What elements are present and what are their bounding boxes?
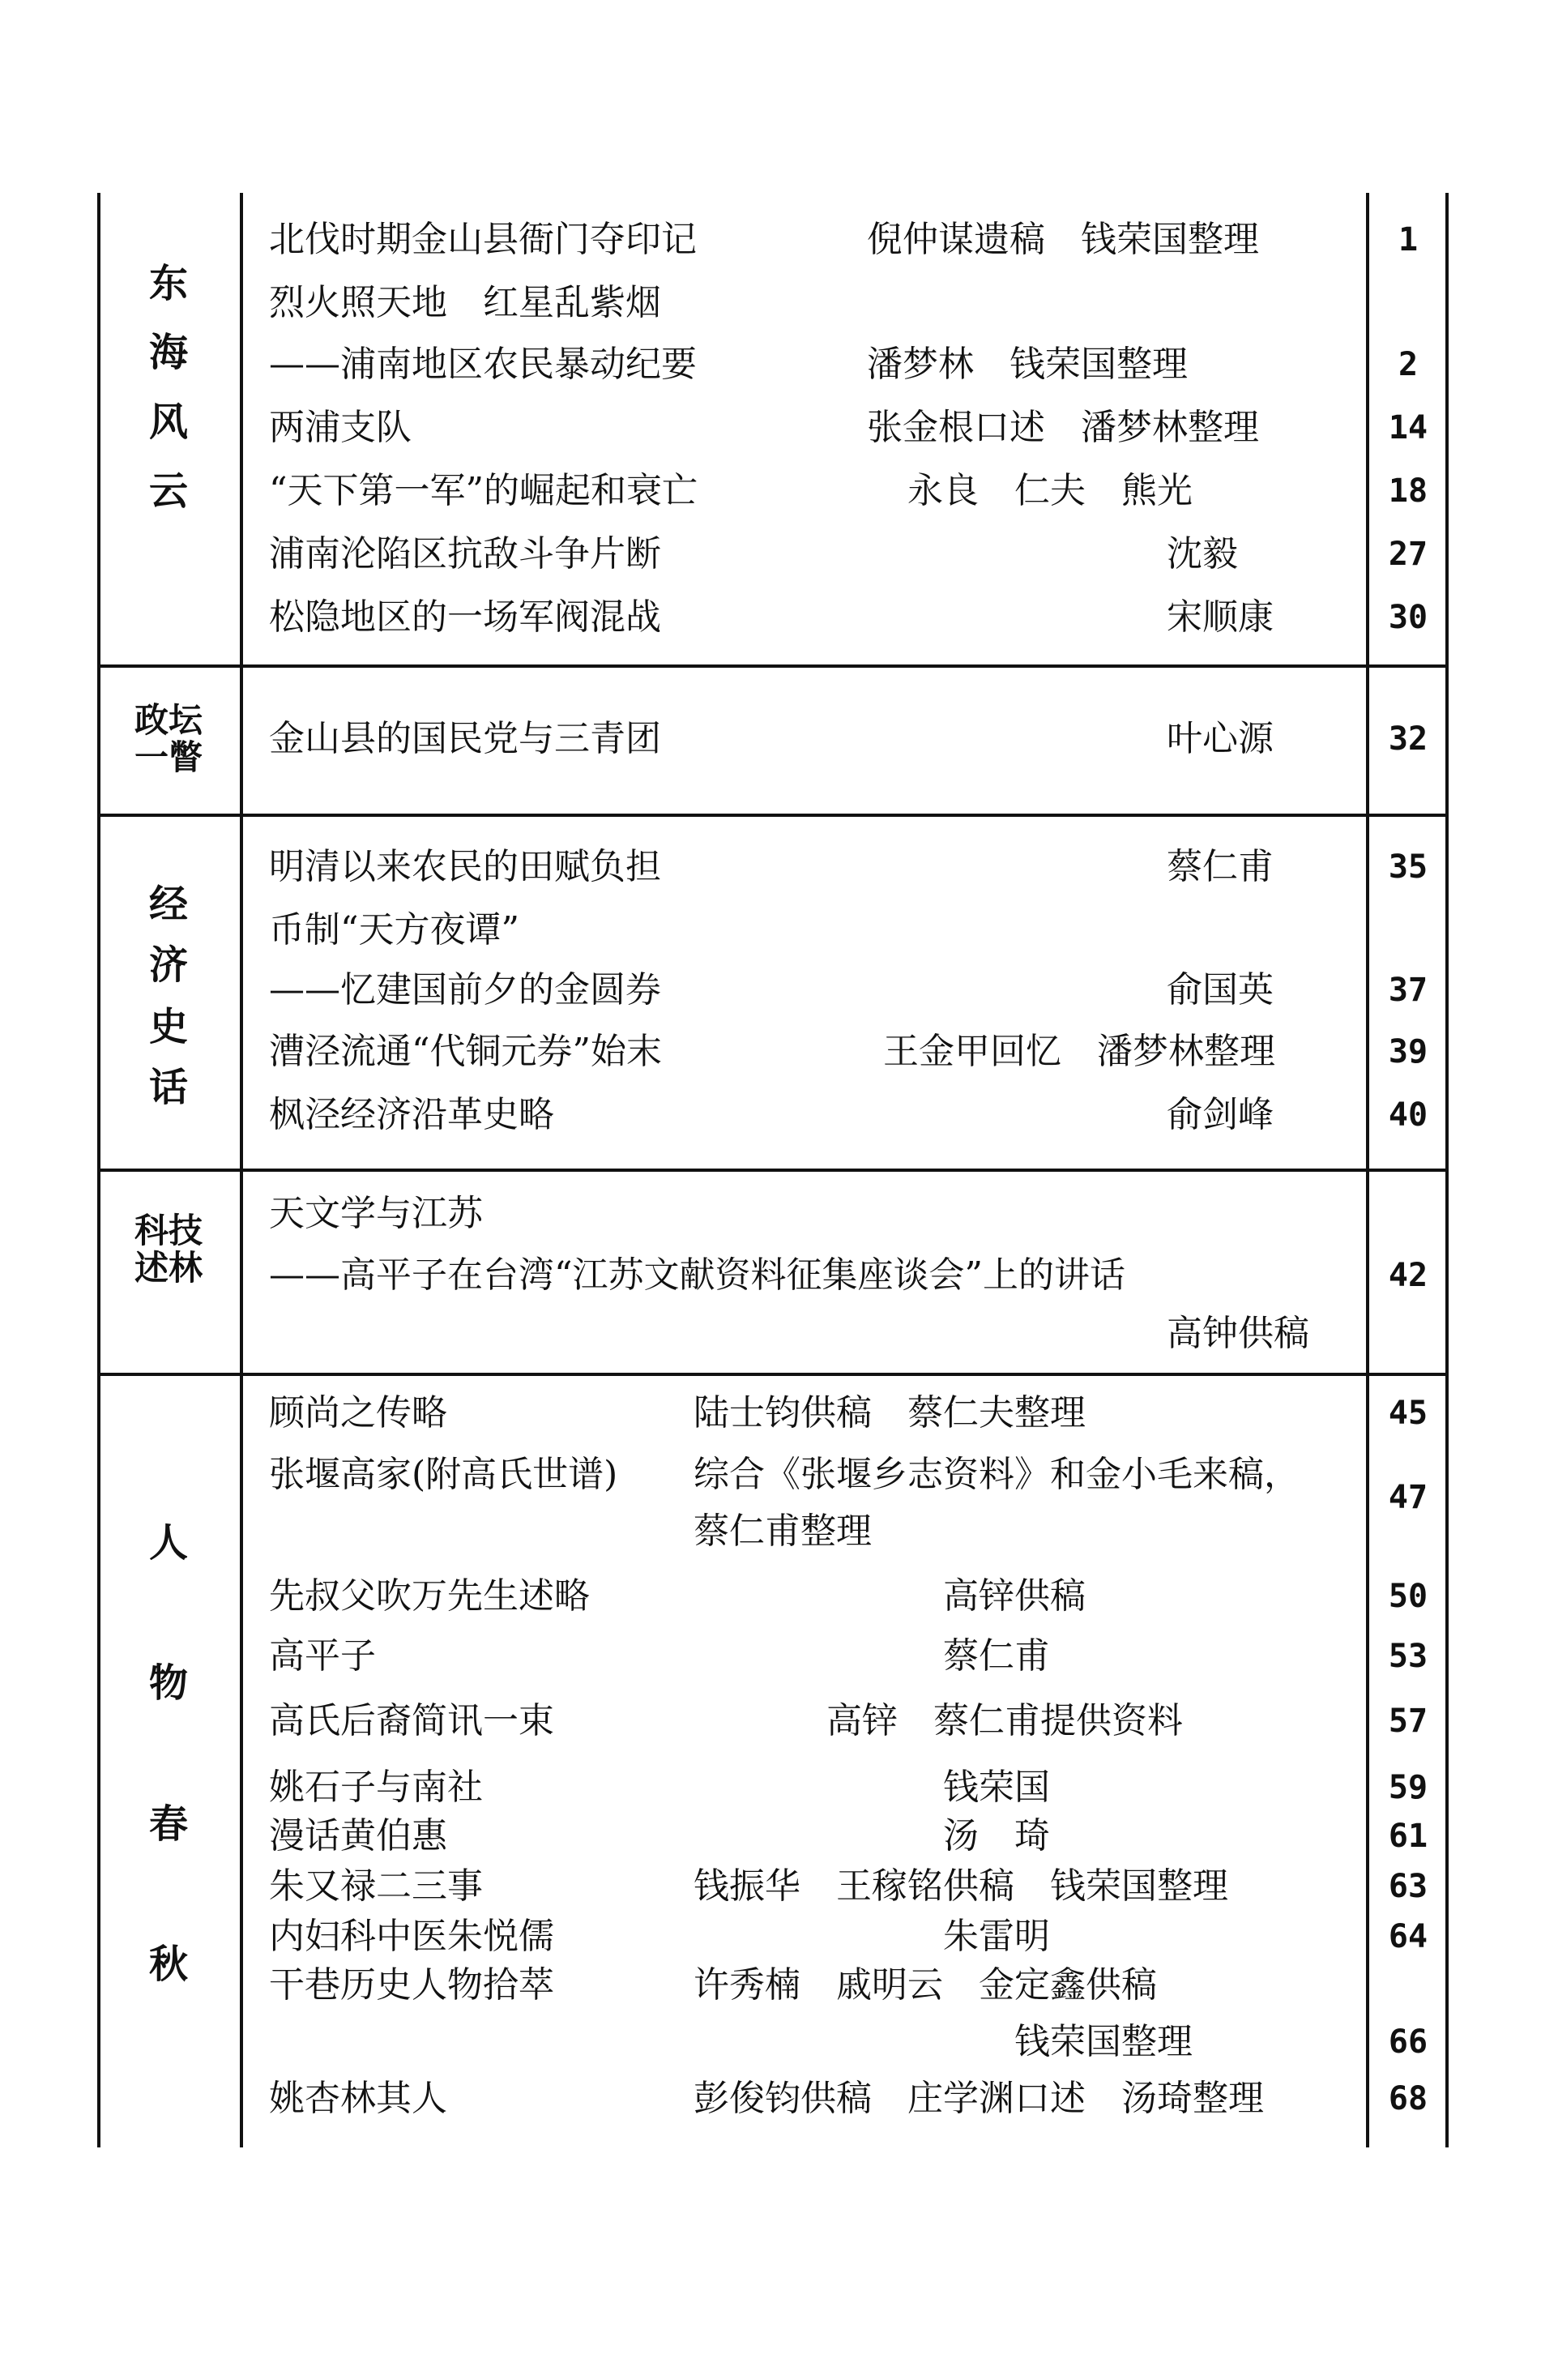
entry-title: 漕泾流通“代铜元券”始末 xyxy=(269,1031,662,1072)
entry-title: 金山县的国民党与三青团 xyxy=(269,718,661,759)
entry-title: 币制“天方夜谭” xyxy=(269,909,519,951)
entry-page: 53 xyxy=(1388,1638,1428,1675)
entry-title: ——浦南地区农民暴动纪要 xyxy=(269,344,697,385)
category-word: 政坛 xyxy=(134,700,203,740)
entry-page: 61 xyxy=(1388,1818,1428,1855)
toc-entry xyxy=(97,901,1449,959)
entry-title: ——高平子在台湾“江苏文献资料征集座谈会”上的讲话 xyxy=(269,1254,1125,1296)
entry-title: 顾尚之传略 xyxy=(269,1392,447,1434)
entry-author: 永良 仁夫 熊光 xyxy=(907,470,1193,511)
entry-title: 内妇科中医朱悦儒 xyxy=(269,1916,554,1957)
toc-entry xyxy=(97,1502,1449,1566)
toc-entry xyxy=(97,1567,1449,1626)
entry-author: 高锌供稿 xyxy=(943,1575,1086,1617)
section-donghai-fengyun xyxy=(97,193,1449,664)
entry-title: 烈火照天地 红星乱紫烟 xyxy=(269,282,661,323)
entry-title: 北伐时期金山县衙门夺印记 xyxy=(269,219,697,260)
entry-title: 浦南沦陷区抗敌斗争片断 xyxy=(269,533,661,575)
entry-author: 高钟供稿 xyxy=(1167,1313,1309,1354)
entry-page: 47 xyxy=(1388,1479,1428,1516)
entry-page: 59 xyxy=(1388,1769,1428,1806)
toc-entry xyxy=(97,1692,1449,1750)
entry-author: 张金根口述 潘梦林整理 xyxy=(867,407,1259,448)
category-char: 秋 xyxy=(148,1942,188,1988)
section-renwu-chunqiu xyxy=(97,1373,1449,2147)
entry-title: 姚石子与南社 xyxy=(269,1767,483,1808)
entry-page: 1 xyxy=(1398,221,1419,259)
entry-title: 干巷历史人物拾萃 xyxy=(269,1964,554,2006)
entry-title: 枫泾经济沿革史略 xyxy=(269,1094,554,1135)
toc-entry xyxy=(97,1627,1449,1686)
entry-page: 63 xyxy=(1388,1868,1428,1905)
entry-title: “天下第一军”的崛起和衰亡 xyxy=(269,470,698,511)
entry-page: 40 xyxy=(1388,1096,1428,1134)
entry-page: 35 xyxy=(1388,848,1428,886)
entry-title: ——忆建国前夕的金圆券 xyxy=(269,969,661,1011)
entry-title: 张堰高家(附高氏世谱) xyxy=(269,1454,618,1495)
entry-author: 叶心源 xyxy=(1167,718,1274,759)
entry-title: 朱又禄二三事 xyxy=(269,1865,483,1907)
category-char: 云 xyxy=(148,468,188,515)
entry-page: 64 xyxy=(1388,1918,1428,1955)
entry-title: 两浦支队 xyxy=(269,407,412,448)
toc-entry xyxy=(97,211,1449,269)
entry-page: 66 xyxy=(1388,2023,1428,2061)
category-word: 科技 xyxy=(134,1211,203,1250)
entry-author: 蔡仁甫 xyxy=(1167,846,1274,887)
section-zhengtan-yipie xyxy=(97,664,1449,814)
entry-author: 俞国英 xyxy=(1167,969,1274,1011)
toc-entry xyxy=(97,838,1449,896)
entry-page: 14 xyxy=(1388,409,1428,447)
entry-author: 潘梦林 钱荣国整理 xyxy=(867,344,1188,385)
toc-entry xyxy=(97,961,1449,1019)
toc-entry xyxy=(97,588,1449,647)
entry-title: 先叔父吹万先生述略 xyxy=(269,1575,590,1617)
entry-page: 50 xyxy=(1388,1578,1428,1615)
entry-page: 18 xyxy=(1388,472,1428,510)
entry-title: 天文学与江苏 xyxy=(269,1193,483,1234)
category-char: 东 xyxy=(148,260,188,306)
toc-entry xyxy=(97,274,1449,332)
entry-author: 钱荣国 xyxy=(943,1767,1050,1808)
entry-title: 高氏后裔简讯一束 xyxy=(269,1700,554,1741)
entry-page: 42 xyxy=(1388,1257,1428,1294)
toc-entry xyxy=(97,462,1449,520)
toc-entry xyxy=(97,2070,1449,2128)
category-char: 经 xyxy=(148,881,188,927)
entry-page: 27 xyxy=(1388,536,1428,573)
entry-author: 钱振华 王稼铭供稿 钱荣国整理 xyxy=(694,1865,1228,1907)
table-of-contents xyxy=(97,193,1449,2147)
category-char: 海 xyxy=(148,330,188,376)
entry-page: 32 xyxy=(1388,720,1428,758)
category-char: 史 xyxy=(148,1003,188,1049)
category-char: 物 xyxy=(148,1660,188,1707)
entry-author: 俞剑峰 xyxy=(1167,1094,1274,1135)
entry-title: 高平子 xyxy=(269,1635,376,1677)
entry-page: 45 xyxy=(1388,1395,1428,1432)
section-keji-shulin xyxy=(97,1169,1449,1373)
entry-author: 宋顺康 xyxy=(1167,596,1274,638)
entry-title: 松隐地区的一场军阀混战 xyxy=(269,596,661,638)
entry-author: 王金甲回忆 潘梦林整理 xyxy=(883,1031,1275,1072)
toc-entry xyxy=(97,1446,1449,1516)
entry-author: 陆士钧供稿 蔡仁夫整理 xyxy=(694,1392,1086,1434)
category-char: 人 xyxy=(148,1519,188,1566)
category-char: 济 xyxy=(148,942,188,989)
toc-entry xyxy=(97,1384,1449,1442)
entry-author: 高锌 蔡仁甫提供资料 xyxy=(826,1700,1183,1741)
category-word: 一瞥 xyxy=(134,737,203,777)
toc-entry xyxy=(97,330,1449,394)
category-word: 述林 xyxy=(134,1248,203,1288)
entry-title: 明清以来农民的田赋负担 xyxy=(269,846,661,887)
entry-title: 漫话黄伯惠 xyxy=(269,1815,447,1857)
category-char: 春 xyxy=(148,1801,188,1847)
entry-author: 倪仲谋遗稿 钱荣国整理 xyxy=(867,219,1259,260)
toc-entry xyxy=(97,1185,1449,1243)
entry-author: 彭俊钧供稿 庄学渊口述 汤琦整理 xyxy=(694,2078,1264,2119)
category-char: 风 xyxy=(148,399,188,445)
entry-author: 朱雷明 xyxy=(943,1916,1050,1957)
entry-page: 57 xyxy=(1388,1703,1428,1740)
toc-entry xyxy=(97,2013,1449,2071)
entry-page: 30 xyxy=(1388,599,1428,636)
category-char: 话 xyxy=(148,1065,188,1111)
entry-author: 汤 琦 xyxy=(943,1815,1050,1857)
entry-page: 37 xyxy=(1388,972,1428,1009)
entry-author: 钱荣国整理 xyxy=(1014,2021,1193,2062)
toc-entry xyxy=(97,399,1449,457)
toc-entry xyxy=(97,1023,1449,1081)
toc-entry xyxy=(97,1956,1449,2015)
toc-entry xyxy=(97,525,1449,583)
entry-author: 蔡仁甫整理 xyxy=(694,1510,872,1552)
toc-entry xyxy=(97,1305,1449,1363)
entry-page: 2 xyxy=(1398,346,1419,383)
toc-entry xyxy=(97,1246,1449,1305)
toc-entry xyxy=(97,710,1449,768)
entry-title: 姚杏林其人 xyxy=(269,2078,447,2119)
entry-page: 68 xyxy=(1388,2080,1428,2117)
entry-author: 沈毅 xyxy=(1167,533,1238,575)
entry-author: 综合《张堰乡志资料》和金小毛来稿， xyxy=(694,1454,1300,1495)
toc-entry xyxy=(97,1086,1449,1144)
entry-author: 蔡仁甫 xyxy=(943,1635,1050,1677)
section-jingji-shihua xyxy=(97,814,1449,1169)
entry-author: 许秀楠 戚明云 金定鑫供稿 xyxy=(694,1964,1157,2006)
entry-page: 39 xyxy=(1388,1033,1428,1070)
